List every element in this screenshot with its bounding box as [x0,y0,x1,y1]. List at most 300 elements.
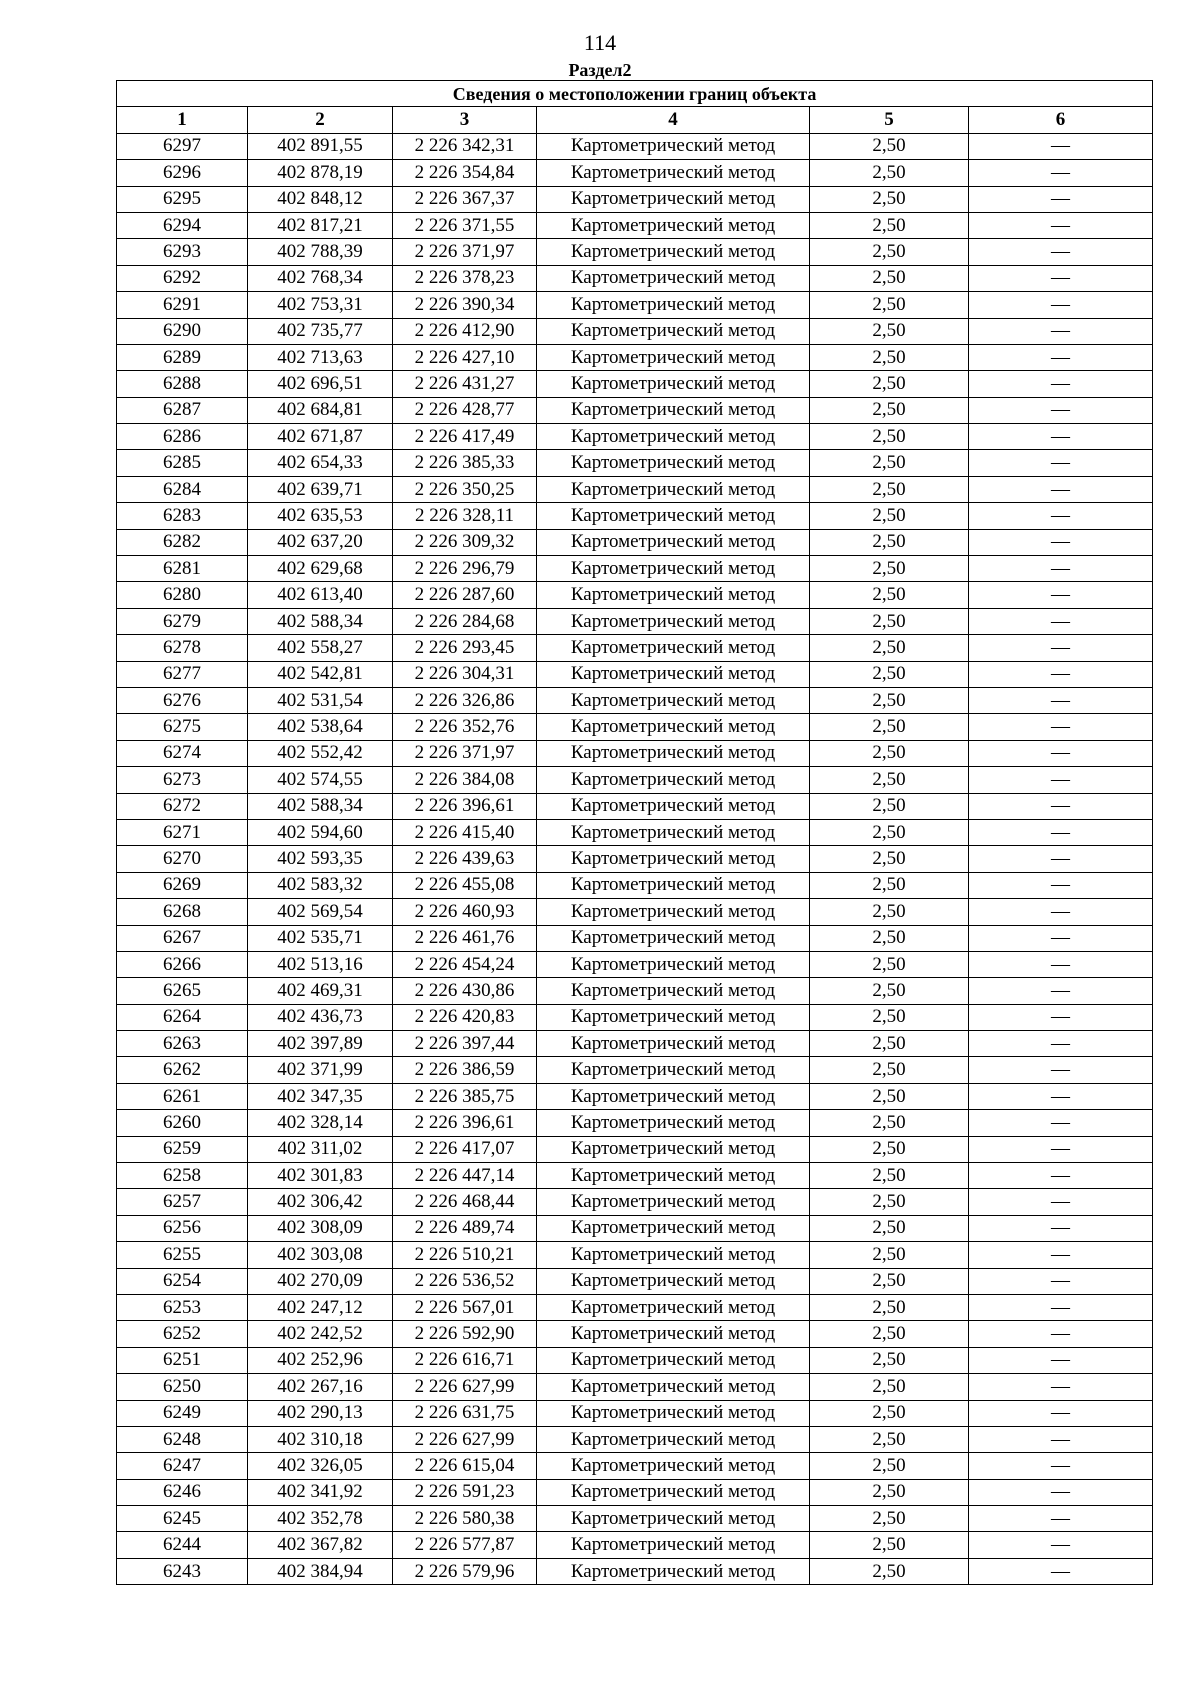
x-coordinate-cell: 402 397,89 [248,1031,393,1057]
note-cell: — [969,1294,1153,1320]
method-cell: Картометрический метод [537,661,810,687]
method-cell: Картометрический метод [537,1506,810,1532]
note-cell: — [969,1268,1153,1294]
table-row [117,1506,1153,1532]
point-number-cell: 6267 [117,925,248,951]
method-cell: Картометрический метод [537,1031,810,1057]
y-coordinate-cell: 2 226 384,08 [393,767,537,793]
y-coordinate-cell: 2 226 489,74 [393,1215,537,1241]
point-number-cell: 6248 [117,1426,248,1452]
method-cell: Картометрический метод [537,344,810,370]
point-number-cell: 6297 [117,133,248,159]
x-coordinate-cell: 402 270,09 [248,1268,393,1294]
x-coordinate-cell: 402 594,60 [248,819,393,845]
accuracy-cell: 2,50 [810,292,969,318]
method-cell: Картометрический метод [537,1136,810,1162]
table-row [117,872,1153,898]
y-coordinate-cell: 2 226 287,60 [393,582,537,608]
y-coordinate-cell: 2 226 326,86 [393,687,537,713]
y-coordinate-cell: 2 226 461,76 [393,925,537,951]
x-coordinate-cell: 402 878,19 [248,160,393,186]
table-row [117,424,1153,450]
point-number-cell: 6281 [117,556,248,582]
accuracy-cell: 2,50 [810,318,969,344]
y-coordinate-cell: 2 226 417,07 [393,1136,537,1162]
accuracy-cell: 2,50 [810,1400,969,1426]
method-cell: Картометрический метод [537,239,810,265]
x-coordinate-cell: 402 352,78 [248,1506,393,1532]
accuracy-cell: 2,50 [810,1479,969,1505]
y-coordinate-cell: 2 226 371,97 [393,239,537,265]
point-number-cell: 6285 [117,450,248,476]
y-coordinate-cell: 2 226 284,68 [393,608,537,634]
x-coordinate-cell: 402 469,31 [248,978,393,1004]
point-number-cell: 6295 [117,186,248,212]
note-cell: — [969,1110,1153,1136]
y-coordinate-cell: 2 226 397,44 [393,1031,537,1057]
accuracy-cell: 2,50 [810,819,969,845]
accuracy-cell: 2,50 [810,714,969,740]
x-coordinate-cell: 402 671,87 [248,424,393,450]
table-row [117,1558,1153,1584]
table-row [117,239,1153,265]
table-row [117,397,1153,423]
y-coordinate-cell: 2 226 354,84 [393,160,537,186]
note-cell: — [969,925,1153,951]
accuracy-cell: 2,50 [810,397,969,423]
y-coordinate-cell: 2 226 427,10 [393,344,537,370]
table-row [117,186,1153,212]
x-coordinate-cell: 402 306,42 [248,1189,393,1215]
note-cell: — [969,1242,1153,1268]
method-cell: Картометрический метод [537,186,810,212]
y-coordinate-cell: 2 226 371,97 [393,740,537,766]
x-coordinate-cell: 402 252,96 [248,1347,393,1373]
x-coordinate-cell: 402 891,55 [248,133,393,159]
method-cell: Картометрический метод [537,450,810,476]
y-coordinate-cell: 2 226 367,37 [393,186,537,212]
y-coordinate-cell: 2 226 385,33 [393,450,537,476]
note-cell: — [969,1532,1153,1558]
note-cell: — [969,556,1153,582]
accuracy-cell: 2,50 [810,951,969,977]
method-cell: Картометрический метод [537,740,810,766]
table-row [117,1083,1153,1109]
y-coordinate-cell: 2 226 454,24 [393,951,537,977]
method-cell: Картометрический метод [537,1558,810,1584]
x-coordinate-cell: 402 848,12 [248,186,393,212]
y-coordinate-cell: 2 226 460,93 [393,899,537,925]
x-coordinate-cell: 402 513,16 [248,951,393,977]
point-number-cell: 6290 [117,318,248,344]
accuracy-cell: 2,50 [810,529,969,555]
x-coordinate-cell: 402 629,68 [248,556,393,582]
table-row [117,1031,1153,1057]
accuracy-cell: 2,50 [810,1374,969,1400]
table-row [117,1163,1153,1189]
point-number-cell: 6283 [117,503,248,529]
point-number-cell: 6291 [117,292,248,318]
table-row [117,1479,1153,1505]
method-cell: Картометрический метод [537,1057,810,1083]
x-coordinate-cell: 402 326,05 [248,1453,393,1479]
point-number-cell: 6263 [117,1031,248,1057]
accuracy-cell: 2,50 [810,1163,969,1189]
point-number-cell: 6259 [117,1136,248,1162]
note-cell: — [969,1163,1153,1189]
y-coordinate-cell: 2 226 378,23 [393,265,537,291]
table-row [117,503,1153,529]
method-cell: Картометрический метод [537,556,810,582]
point-number-cell: 6264 [117,1004,248,1030]
x-coordinate-cell: 402 347,35 [248,1083,393,1109]
point-number-cell: 6253 [117,1294,248,1320]
method-cell: Картометрический метод [537,951,810,977]
column-header: 5 [810,107,969,133]
x-coordinate-cell: 402 635,53 [248,503,393,529]
accuracy-cell: 2,50 [810,1426,969,1452]
method-cell: Картометрический метод [537,424,810,450]
y-coordinate-cell: 2 226 439,63 [393,846,537,872]
accuracy-cell: 2,50 [810,635,969,661]
x-coordinate-cell: 402 535,71 [248,925,393,951]
accuracy-cell: 2,50 [810,793,969,819]
point-number-cell: 6280 [117,582,248,608]
point-number-cell: 6247 [117,1453,248,1479]
accuracy-cell: 2,50 [810,1242,969,1268]
table-row [117,608,1153,634]
accuracy-cell: 2,50 [810,582,969,608]
accuracy-cell: 2,50 [810,767,969,793]
note-cell: — [969,899,1153,925]
accuracy-cell: 2,50 [810,133,969,159]
method-cell: Картометрический метод [537,978,810,1004]
table-row [117,978,1153,1004]
method-cell: Картометрический метод [537,1453,810,1479]
column-header: 1 [117,107,248,133]
table-row [117,1400,1153,1426]
method-cell: Картометрический метод [537,1189,810,1215]
y-coordinate-cell: 2 226 431,27 [393,371,537,397]
section-title: Раздел2 [568,60,632,80]
note-cell: — [969,661,1153,687]
point-number-cell: 6288 [117,371,248,397]
x-coordinate-cell: 402 593,35 [248,846,393,872]
point-number-cell: 6284 [117,476,248,502]
x-coordinate-cell: 402 290,13 [248,1400,393,1426]
method-cell: Картометрический метод [537,767,810,793]
table-row [117,1453,1153,1479]
y-coordinate-cell: 2 226 417,49 [393,424,537,450]
y-coordinate-cell: 2 226 447,14 [393,1163,537,1189]
y-coordinate-cell: 2 226 428,77 [393,397,537,423]
point-number-cell: 6294 [117,212,248,238]
note-cell: — [969,582,1153,608]
note-cell: — [969,1453,1153,1479]
point-number-cell: 6271 [117,819,248,845]
accuracy-cell: 2,50 [810,556,969,582]
table-row [117,344,1153,370]
point-number-cell: 6277 [117,661,248,687]
accuracy-cell: 2,50 [810,1558,969,1584]
x-coordinate-cell: 402 367,82 [248,1532,393,1558]
y-coordinate-cell: 2 226 396,61 [393,793,537,819]
point-number-cell: 6261 [117,1083,248,1109]
y-coordinate-cell: 2 226 385,75 [393,1083,537,1109]
accuracy-cell: 2,50 [810,424,969,450]
point-number-cell: 6252 [117,1321,248,1347]
accuracy-cell: 2,50 [810,1057,969,1083]
column-header: 4 [537,107,810,133]
method-cell: Картометрический метод [537,1374,810,1400]
accuracy-cell: 2,50 [810,1110,969,1136]
point-number-cell: 6254 [117,1268,248,1294]
x-coordinate-cell: 402 588,34 [248,608,393,634]
accuracy-cell: 2,50 [810,503,969,529]
accuracy-cell: 2,50 [810,450,969,476]
y-coordinate-cell: 2 226 577,87 [393,1532,537,1558]
note-cell: — [969,1558,1153,1584]
point-number-cell: 6260 [117,1110,248,1136]
accuracy-cell: 2,50 [810,1268,969,1294]
y-coordinate-cell: 2 226 627,99 [393,1426,537,1452]
accuracy-cell: 2,50 [810,344,969,370]
point-number-cell: 6275 [117,714,248,740]
point-number-cell: 6268 [117,899,248,925]
method-cell: Картометрический метод [537,1083,810,1109]
point-number-cell: 6257 [117,1189,248,1215]
table-row [117,714,1153,740]
x-coordinate-cell: 402 341,92 [248,1479,393,1505]
x-coordinate-cell: 402 267,16 [248,1374,393,1400]
x-coordinate-cell: 402 768,34 [248,265,393,291]
point-number-cell: 6293 [117,239,248,265]
accuracy-cell: 2,50 [810,925,969,951]
note-cell: — [969,846,1153,872]
point-number-cell: 6296 [117,160,248,186]
method-cell: Картометрический метод [537,160,810,186]
method-cell: Картометрический метод [537,635,810,661]
x-coordinate-cell: 402 558,27 [248,635,393,661]
table-row [117,767,1153,793]
table-row [117,1374,1153,1400]
method-cell: Картометрический метод [537,872,810,898]
accuracy-cell: 2,50 [810,740,969,766]
y-coordinate-cell: 2 226 390,34 [393,292,537,318]
table-row [117,450,1153,476]
x-coordinate-cell: 402 654,33 [248,450,393,476]
note-cell: — [969,1083,1153,1109]
method-cell: Картометрический метод [537,1400,810,1426]
point-number-cell: 6272 [117,793,248,819]
table-row [117,371,1153,397]
accuracy-cell: 2,50 [810,239,969,265]
x-coordinate-cell: 402 242,52 [248,1321,393,1347]
point-number-cell: 6287 [117,397,248,423]
y-coordinate-cell: 2 226 468,44 [393,1189,537,1215]
point-number-cell: 6282 [117,529,248,555]
table-row [117,1242,1153,1268]
point-number-cell: 6270 [117,846,248,872]
y-coordinate-cell: 2 226 580,38 [393,1506,537,1532]
table-row [117,556,1153,582]
y-coordinate-cell: 2 226 420,83 [393,1004,537,1030]
accuracy-cell: 2,50 [810,687,969,713]
method-cell: Картометрический метод [537,1268,810,1294]
y-coordinate-cell: 2 226 631,75 [393,1400,537,1426]
table-row [117,582,1153,608]
y-coordinate-cell: 2 226 309,32 [393,529,537,555]
table-row [117,1532,1153,1558]
table-row [117,793,1153,819]
point-number-cell: 6286 [117,424,248,450]
table-row [117,1215,1153,1241]
note-cell: — [969,1347,1153,1373]
table-row [117,476,1153,502]
point-number-cell: 6278 [117,635,248,661]
accuracy-cell: 2,50 [810,212,969,238]
x-coordinate-cell: 402 588,34 [248,793,393,819]
note-cell: — [969,714,1153,740]
x-coordinate-cell: 402 303,08 [248,1242,393,1268]
point-number-cell: 6255 [117,1242,248,1268]
column-header: 6 [969,107,1153,133]
y-coordinate-cell: 2 226 386,59 [393,1057,537,1083]
x-coordinate-cell: 402 328,14 [248,1110,393,1136]
note-cell: — [969,1057,1153,1083]
y-coordinate-cell: 2 226 455,08 [393,872,537,898]
note-cell: — [969,1506,1153,1532]
note-cell: — [969,212,1153,238]
note-cell: — [969,1004,1153,1030]
accuracy-cell: 2,50 [810,1506,969,1532]
point-number-cell: 6243 [117,1558,248,1584]
note-cell: — [969,160,1153,186]
method-cell: Картометрический метод [537,133,810,159]
note-cell: — [969,371,1153,397]
x-coordinate-cell: 402 552,42 [248,740,393,766]
y-coordinate-cell: 2 226 396,61 [393,1110,537,1136]
note-cell: — [969,344,1153,370]
x-coordinate-cell: 402 301,83 [248,1163,393,1189]
x-coordinate-cell: 402 713,63 [248,344,393,370]
method-cell: Картометрический метод [537,846,810,872]
note-cell: — [969,687,1153,713]
note-cell: — [969,265,1153,291]
note-cell: — [969,951,1153,977]
accuracy-cell: 2,50 [810,899,969,925]
note-cell: — [969,1031,1153,1057]
accuracy-cell: 2,50 [810,1532,969,1558]
page-number: 114 [583,30,617,55]
x-coordinate-cell: 402 384,94 [248,1558,393,1584]
accuracy-cell: 2,50 [810,872,969,898]
point-number-cell: 6250 [117,1374,248,1400]
note-cell: — [969,872,1153,898]
column-header: 2 [248,107,393,133]
point-number-cell: 6279 [117,608,248,634]
table-row [117,1321,1153,1347]
y-coordinate-cell: 2 226 328,11 [393,503,537,529]
note-cell: — [969,1426,1153,1452]
method-cell: Картометрический метод [537,371,810,397]
method-cell: Картометрический метод [537,687,810,713]
y-coordinate-cell: 2 226 342,31 [393,133,537,159]
x-coordinate-cell: 402 247,12 [248,1294,393,1320]
note-cell: — [969,1136,1153,1162]
table-row [117,1189,1153,1215]
column-header: 3 [393,107,537,133]
table-row [117,318,1153,344]
y-coordinate-cell: 2 226 536,52 [393,1268,537,1294]
point-number-cell: 6256 [117,1215,248,1241]
y-coordinate-cell: 2 226 430,86 [393,978,537,1004]
table-row [117,846,1153,872]
method-cell: Картометрический метод [537,1532,810,1558]
note-cell: — [969,819,1153,845]
accuracy-cell: 2,50 [810,1189,969,1215]
accuracy-cell: 2,50 [810,661,969,687]
method-cell: Картометрический метод [537,1215,810,1241]
note-cell: — [969,740,1153,766]
table-row [117,1426,1153,1452]
table-row [117,1004,1153,1030]
x-coordinate-cell: 402 637,20 [248,529,393,555]
x-coordinate-cell: 402 310,18 [248,1426,393,1452]
point-number-cell: 6274 [117,740,248,766]
y-coordinate-cell: 2 226 415,40 [393,819,537,845]
x-coordinate-cell: 402 639,71 [248,476,393,502]
y-coordinate-cell: 2 226 579,96 [393,1558,537,1584]
y-coordinate-cell: 2 226 296,79 [393,556,537,582]
method-cell: Картометрический метод [537,292,810,318]
x-coordinate-cell: 402 436,73 [248,1004,393,1030]
accuracy-cell: 2,50 [810,846,969,872]
note-cell: — [969,1479,1153,1505]
method-cell: Картометрический метод [537,318,810,344]
method-cell: Картометрический метод [537,1426,810,1452]
y-coordinate-cell: 2 226 592,90 [393,1321,537,1347]
point-number-cell: 6258 [117,1163,248,1189]
point-number-cell: 6249 [117,1400,248,1426]
table-row [117,292,1153,318]
table-row [117,819,1153,845]
table-caption: Сведения о местоположении границ объекта [117,81,1153,107]
method-cell: Картометрический метод [537,1004,810,1030]
method-cell: Картометрический метод [537,476,810,502]
x-coordinate-cell: 402 684,81 [248,397,393,423]
method-cell: Картометрический метод [537,714,810,740]
table-row [117,1347,1153,1373]
method-cell: Картометрический метод [537,1347,810,1373]
note-cell: — [969,793,1153,819]
accuracy-cell: 2,50 [810,160,969,186]
boundary-coordinates-table [116,80,1153,1585]
table-body [117,133,1153,1584]
table-row [117,160,1153,186]
table-row [117,133,1153,159]
table-row [117,529,1153,555]
point-number-cell: 6265 [117,978,248,1004]
method-cell: Картометрический метод [537,1321,810,1347]
x-coordinate-cell: 402 531,54 [248,687,393,713]
note-cell: — [969,133,1153,159]
y-coordinate-cell: 2 226 371,55 [393,212,537,238]
accuracy-cell: 2,50 [810,1031,969,1057]
y-coordinate-cell: 2 226 627,99 [393,1374,537,1400]
accuracy-cell: 2,50 [810,1083,969,1109]
x-coordinate-cell: 402 817,21 [248,212,393,238]
